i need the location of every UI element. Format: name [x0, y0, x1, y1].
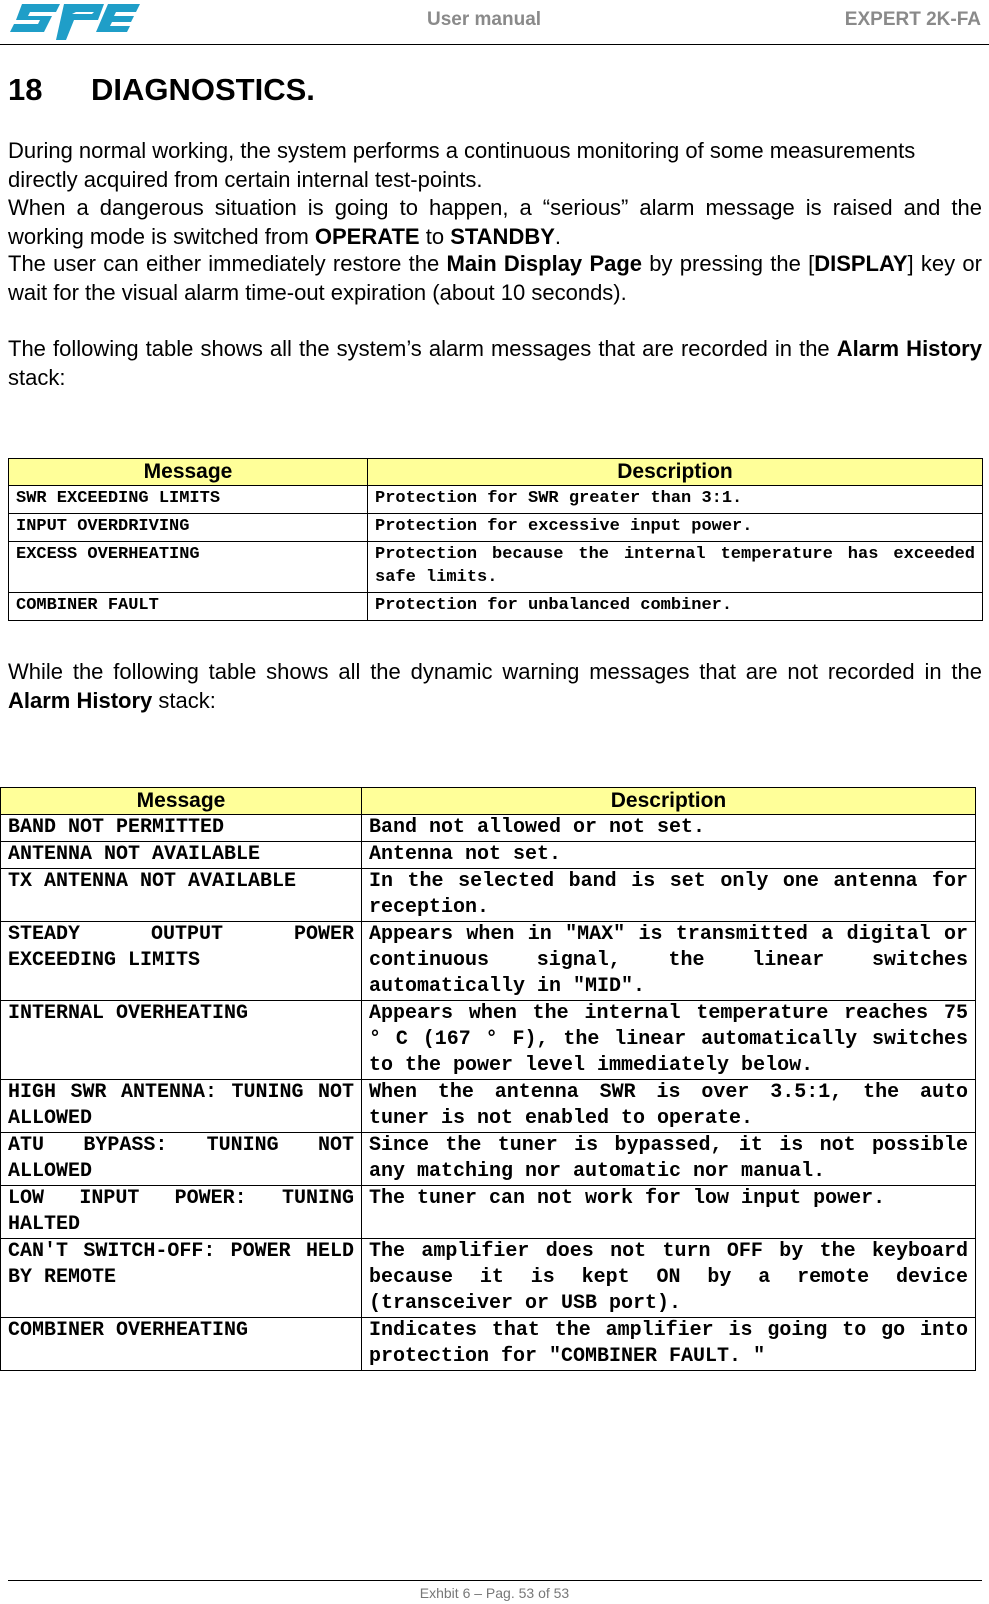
column-header-description: Description [362, 788, 976, 815]
footer-divider [8, 1580, 982, 1581]
spe-logo-icon [8, 0, 140, 42]
alarm-messages-table [8, 458, 983, 621]
message-cell: ATU BYPASS: TUNING NOT ALLOWED [1, 1133, 362, 1186]
message-cell: HIGH SWR ANTENNA: TUNING NOT ALLOWED [1, 1080, 362, 1133]
table-row [1, 815, 976, 842]
message-cell: STEADY OUTPUT POWER EXCEEDING LIMITS [1, 922, 362, 1001]
table-row [1, 1001, 976, 1080]
table-row [9, 514, 983, 542]
description-cell: Appears when the internal temperature reaches 75 ° C (167 ° F), the linear automatically switches to the power level immediately below. [362, 1001, 976, 1080]
column-header-description: Description [368, 459, 983, 486]
description-cell: Appears when in "MAX" is transmitted a digital or continuous signal, the linear switches automatically in "MID". [362, 922, 976, 1001]
section-title: DIAGNOSTICS. [91, 72, 315, 107]
table-row [1, 922, 976, 1001]
description-cell: Protection for SWR greater than 3:1. [368, 486, 983, 514]
message-cell: ANTENNA NOT AVAILABLE [1, 842, 362, 869]
description-cell: Indicates that the amplifier is going to go into protection for "COMBINER FAULT. " [362, 1318, 976, 1371]
intro-paragraph-3: The user can either immediately restore the Main Display Page by pressing the [DISPLAY] key or wait for the visual alarm time-out expiration (about 10 seconds). [8, 251, 982, 305]
table-row [1, 1318, 976, 1371]
message-cell: TX ANTENNA NOT AVAILABLE [1, 869, 362, 922]
description-cell: In the selected band is set only one antenna for reception. [362, 869, 976, 922]
table-row [1, 842, 976, 869]
description-cell: Band not allowed or not set. [362, 815, 976, 842]
message-cell: BAND NOT PERMITTED [1, 815, 362, 842]
table-row [1, 1133, 976, 1186]
alarm-intro-paragraph: The following table shows all the system’s alarm messages that are recorded in the Alarm History stack: [8, 336, 982, 390]
alarm-history-term: Alarm History [8, 688, 153, 713]
standby-mode: STANDBY [450, 224, 555, 249]
section-heading [8, 72, 315, 108]
description-cell: The amplifier does not turn OFF by the keyboard because it is kept ON by a remote device (transceiver or USB port). [362, 1239, 976, 1318]
description-cell: Antenna not set. [362, 842, 976, 869]
message-cell: CAN'T SWITCH-OFF: POWER HELD BY REMOTE [1, 1239, 362, 1318]
description-cell: Since the tuner is bypassed, it is not possible any matching nor automatic nor manual. [362, 1133, 976, 1186]
table-row [1, 1239, 976, 1318]
table-row [9, 542, 983, 593]
message-cell: COMBINER OVERHEATING [1, 1318, 362, 1371]
message-cell: LOW INPUT POWER: TUNING HALTED [1, 1186, 362, 1239]
table-row [9, 593, 983, 621]
header-model: EXPERT 2K-FA [844, 9, 981, 30]
table-row [1, 1080, 976, 1133]
description-cell: The tuner can not work for low input power. [362, 1186, 976, 1239]
table-row [1, 869, 976, 922]
operate-mode: OPERATE [314, 224, 420, 249]
description-cell: Protection because the internal temperature has exceeded safe limits. [368, 542, 983, 593]
table-header-row [1, 788, 976, 815]
description-cell: Protection for excessive input power. [368, 514, 983, 542]
description-cell: Protection for unbalanced combiner. [368, 593, 983, 621]
table-row [1, 1186, 976, 1239]
column-header-message: Message [1, 788, 362, 815]
warning-messages-table [0, 787, 976, 1371]
alarm-history-term: Alarm History [836, 336, 982, 361]
main-display-page-term: Main Display Page [446, 251, 643, 276]
section-number: 18 [8, 72, 43, 107]
intro-paragraph-2: When a dangerous situation is going to happen, a “serious” alarm message is raised and the working mode is switched from OPERATE to STANDBY. [8, 195, 982, 249]
message-cell: INTERNAL OVERHEATING [1, 1001, 362, 1080]
display-key-term: DISPLAY [814, 251, 908, 276]
column-header-message: Message [9, 459, 368, 486]
description-cell: When the antenna SWR is over 3.5:1, the auto tuner is not enabled to operate. [362, 1080, 976, 1133]
intro-paragraph-1: During normal working, the system performs a continuous monitoring of some measurements directly acquired from certain internal test-points. [8, 138, 916, 192]
message-cell: INPUT OVERDRIVING [9, 514, 368, 542]
table-row [9, 486, 983, 514]
message-cell: EXCESS OVERHEATING [9, 542, 368, 593]
table-header-row [9, 459, 983, 486]
message-cell: SWR EXCEEDING LIMITS [9, 486, 368, 514]
page-header [0, 0, 989, 45]
header-title: User manual [427, 9, 542, 30]
warning-intro-paragraph: While the following table shows all the dynamic warning messages that are not recorded in the Alarm History stack: [8, 659, 982, 713]
message-cell: COMBINER FAULT [9, 593, 368, 621]
page-footer: Exhbit 6 – Pag. 53 of 53 [419, 1585, 570, 1601]
